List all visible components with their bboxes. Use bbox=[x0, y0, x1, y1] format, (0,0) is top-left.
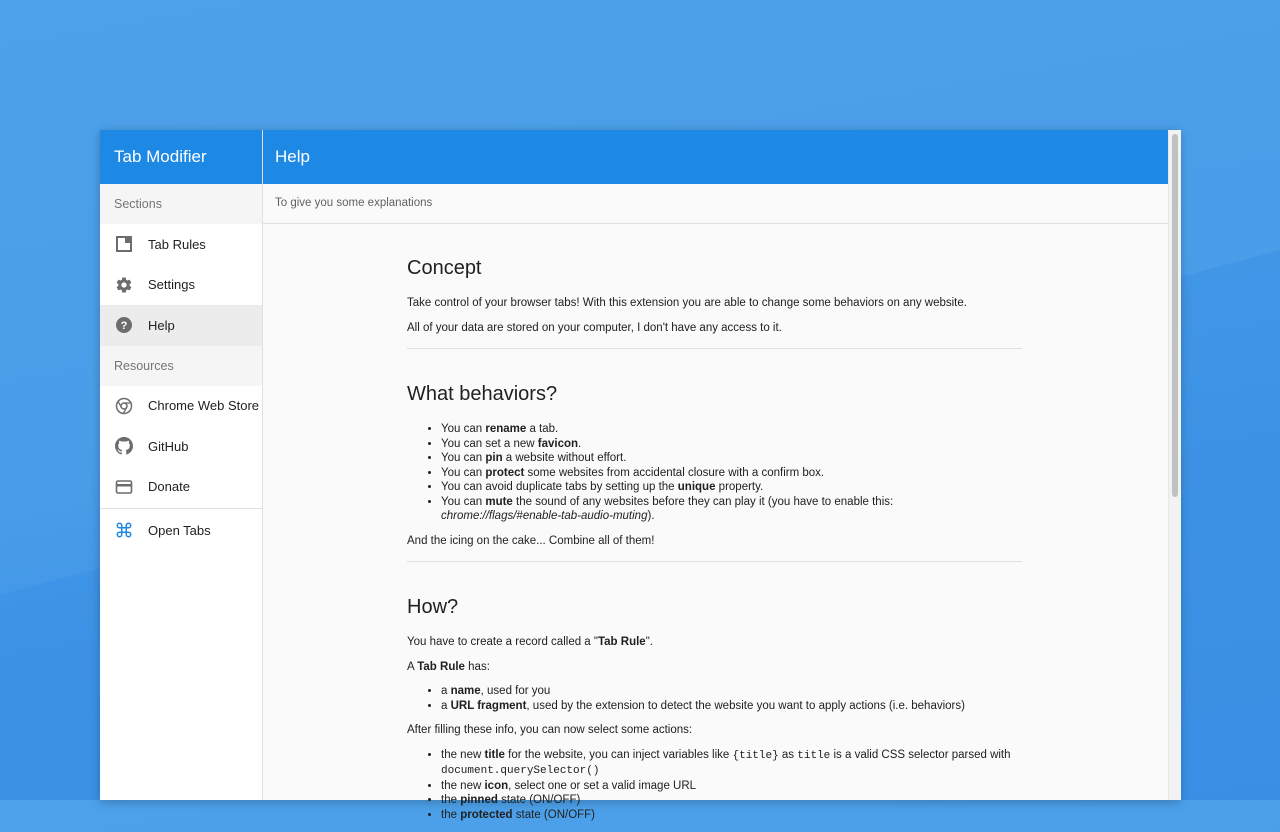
sections-header: Sections bbox=[100, 184, 262, 224]
list-item: • a name, used for you bbox=[441, 684, 1022, 699]
how-paragraph: A Tab Rule has: bbox=[407, 660, 490, 673]
help-circle-icon bbox=[114, 315, 134, 335]
main-panel bbox=[263, 130, 1168, 821]
list-item: • You can set a new favicon. bbox=[441, 437, 1022, 452]
sidebar-item-settings[interactable] bbox=[100, 265, 262, 306]
sidebar-item-label: Help bbox=[148, 317, 175, 333]
list-item: • a URL fragment, used by the extension to detect the website you want to apply actions (i.e. behaviors) bbox=[441, 699, 1022, 714]
sidebar-item-github[interactable] bbox=[100, 426, 262, 467]
list-item: • You can avoid duplicate tabs by setting up the unique property. bbox=[441, 480, 1022, 495]
list-item: • You can pin a website without effort. bbox=[441, 451, 1022, 466]
sidebar-item-label: Donate bbox=[148, 479, 190, 495]
resources-header: Resources bbox=[100, 346, 262, 386]
how-paragraph: You have to create a record called a "Tab Rule". bbox=[407, 636, 653, 648]
page-title: Help bbox=[263, 130, 1168, 184]
section-divider bbox=[407, 348, 1022, 349]
list-item: • You can rename a tab. bbox=[441, 422, 1022, 437]
help-content bbox=[407, 223, 1022, 832]
svg-text:?: ? bbox=[120, 320, 128, 333]
sidebar-item-label: Tab Rules bbox=[148, 236, 206, 252]
list-item: • the new title for the website, you can inject variables like {title} as title is a valid CSS selector parsed with document.querySelector() bbox=[441, 748, 1022, 779]
how-paragraph: After filling these info, you can now select some actions: bbox=[407, 724, 693, 736]
gear-icon bbox=[114, 275, 134, 295]
brand-title: Tab Modifier bbox=[100, 130, 262, 184]
sidebar-item-label: Chrome Web Store bbox=[148, 398, 260, 414]
list-item: • the pinned state (ON/OFF) bbox=[441, 793, 1022, 808]
sidebar-item-label: Settings bbox=[148, 277, 195, 293]
sidebar-item-chrome-web-store[interactable] bbox=[100, 386, 262, 427]
behaviors-closing: And the icing on the cake... Combine all of them! bbox=[407, 534, 655, 547]
tab-icon bbox=[114, 234, 134, 254]
section-divider bbox=[407, 561, 1022, 562]
concept-paragraph: All of your data are stored on your computer, I don't have any access to it. bbox=[407, 321, 782, 334]
list-item: • the new icon, select one or set a valid image URL bbox=[441, 779, 1022, 794]
concept-heading: Concept bbox=[407, 257, 482, 279]
command-icon bbox=[114, 520, 134, 540]
page-subtitle: To give you some explanations bbox=[263, 184, 1168, 224]
scrollbar[interactable] bbox=[1168, 130, 1181, 800]
credit-card-icon bbox=[114, 477, 134, 497]
list-item: • You can protect some websites from accidental closure with a confirm box. bbox=[441, 466, 1022, 481]
sidebar-item-help[interactable] bbox=[100, 305, 262, 346]
actions-list bbox=[407, 748, 1022, 823]
sidebar-item-donate[interactable] bbox=[100, 467, 262, 508]
sidebar-item-tab-rules[interactable] bbox=[100, 224, 262, 265]
app-window bbox=[100, 130, 1180, 821]
behaviors-list bbox=[407, 422, 1022, 524]
list-item: • You can mute the sound of any websites before they can play it (you have to enable this: chrome://flags/#enable-tab-audio-muting). bbox=[441, 495, 1022, 524]
how-heading: How? bbox=[407, 596, 459, 618]
list-item: • the protected state (ON/OFF) bbox=[441, 808, 1022, 823]
rule-properties-list bbox=[407, 684, 1022, 713]
sidebar-item-open-tabs[interactable] bbox=[100, 509, 262, 551]
sidebar-item-label: Open Tabs bbox=[148, 522, 211, 538]
sidebar bbox=[100, 130, 263, 800]
concept-paragraph: Take control of your browser tabs! With this extension you are able to change some behaviors on any website. bbox=[407, 297, 967, 309]
sidebar-item-label: GitHub bbox=[148, 438, 189, 454]
scrollbar-thumb[interactable] bbox=[1172, 134, 1178, 497]
behaviors-heading: What behaviors? bbox=[407, 383, 558, 405]
github-icon bbox=[114, 436, 134, 456]
chrome-icon bbox=[114, 396, 134, 416]
